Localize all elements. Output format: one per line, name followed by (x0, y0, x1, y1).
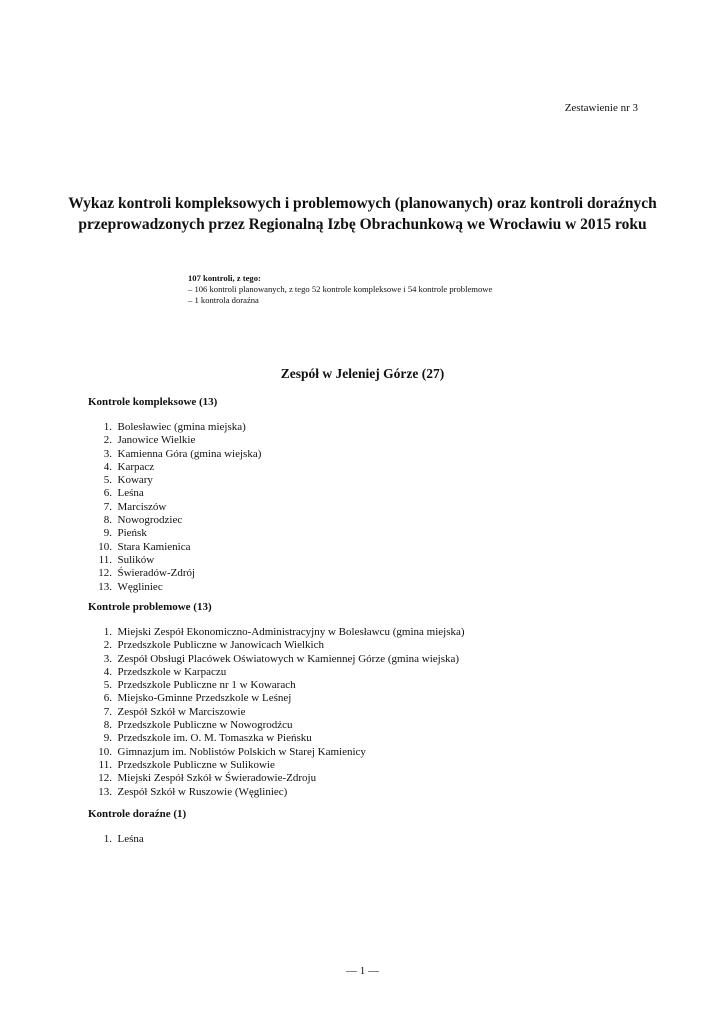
list-item-text: Kamienna Góra (gmina wiejska) (117, 447, 262, 460)
list-item (88, 732, 648, 745)
section-list (88, 626, 648, 799)
summary-block (188, 273, 608, 307)
list-item (88, 514, 648, 527)
list-item-text: Miejski Zespół Szkół w Świeradowie-Zdroju (117, 772, 317, 785)
list-item-number: 9. (103, 527, 112, 540)
section-list (88, 421, 648, 594)
section-list (88, 833, 648, 846)
list-item (88, 474, 648, 487)
list-item-number: 11. (98, 758, 112, 771)
list-item (88, 833, 648, 846)
list-item (88, 759, 648, 772)
list-item-number: 1. (103, 421, 112, 433)
list-item (88, 421, 648, 434)
list-item (88, 706, 648, 719)
list-item (88, 679, 648, 692)
list-item-text: Bolesławiec (gmina miejska) (117, 421, 246, 433)
list-item-text: Przedszkole Publiczne w Janowicach Wielkich (117, 639, 324, 652)
list-item-number: 1. (103, 626, 112, 638)
list-item-number: 13. (98, 785, 112, 798)
title-line-1: Wykaz kontroli kompleksowych i problemowych (planowanych) oraz kontroli doraźnych (68, 195, 657, 212)
list-item-number: 8. (103, 719, 112, 732)
list-item (88, 554, 648, 567)
list-item (88, 567, 648, 580)
list-item-text: Kowary (117, 474, 153, 487)
list-item-text: Miejsko-Gminne Przedszkole w Leśnej (117, 692, 292, 705)
list-item (88, 527, 648, 540)
list-item (88, 692, 648, 705)
list-item (88, 581, 648, 594)
list-item-text: Przedszkole Publiczne w Sulikowie (117, 758, 275, 771)
section-heading: Kontrole kompleksowe (13) (88, 396, 218, 408)
list-item-number: 9. (103, 732, 112, 745)
title-line-2: przeprowadzonych przez Regionalną Izbę Obrachunkową we Wrocławiu w 2015 roku (78, 216, 647, 233)
list-item (88, 448, 648, 461)
list-item-number: 10. (98, 540, 112, 553)
list-item-text: Stara Kamienica (117, 540, 191, 553)
list-item-number: 4. (103, 665, 112, 678)
list-item-text: Pieńsk (117, 527, 147, 540)
list-item (88, 626, 648, 639)
page-number: — 1 — (346, 965, 379, 977)
list-item-text: Zespół Obsługi Placówek Oświatowych w Kamiennej Górze (gmina wiejska) (117, 652, 460, 665)
document-title (60, 193, 665, 235)
section-heading: Kontrole problemowe (13) (88, 601, 212, 613)
list-item-number: 5. (103, 679, 112, 692)
summary-line-adhoc: – 1 kontrola doraźna (188, 295, 259, 306)
list-item (88, 461, 648, 474)
list-item-number: 12. (98, 567, 112, 580)
section-heading: Kontrole doraźne (1) (88, 808, 187, 820)
list-item (88, 746, 648, 759)
summary-line-planned: – 106 kontroli planowanych, z tego 52 kontrole kompleksowe i 54 kontrole problemowe (188, 284, 493, 295)
list-item-text: Nowogrodziec (117, 514, 183, 527)
list-item-number: 6. (103, 692, 112, 705)
list-item-text: Przedszkole Publiczne nr 1 w Kowarach (117, 679, 296, 692)
list-item-text: Sulików (117, 553, 155, 566)
section-comprehensive (88, 396, 648, 594)
list-item-text: Miejski Zespół Ekonomiczno-Administracyjny w Bolesławcu (gmina miejska) (117, 626, 465, 638)
list-item-number: 7. (103, 705, 112, 718)
list-item-text: Zespół Szkół w Marciszowie (117, 705, 246, 718)
list-item-number: 1. (103, 833, 112, 845)
list-item-text: Gimnazjum im. Noblistów Polskich w Starej Kamienicy (117, 745, 366, 758)
list-item (88, 719, 648, 732)
list-item (88, 772, 648, 785)
list-item (88, 541, 648, 554)
list-item-number: 7. (103, 500, 112, 513)
list-item-number: 10. (98, 745, 112, 758)
team-heading: Zespół w Jeleniej Górze (27) (280, 366, 445, 381)
list-item-number: 5. (103, 474, 112, 487)
list-item (88, 501, 648, 514)
list-item-number: 4. (103, 460, 112, 473)
list-item (88, 786, 648, 799)
list-item (88, 639, 648, 652)
list-item (88, 653, 648, 666)
document-reference: Zestawienie nr 3 (564, 102, 638, 114)
list-item-text: Węgliniec (117, 580, 163, 593)
list-item-number: 6. (103, 487, 112, 500)
section-problem (88, 601, 648, 799)
list-item-text: Przedszkole im. O. M. Tomaszka w Pieńsku (117, 732, 312, 745)
list-item-number: 12. (98, 772, 112, 785)
list-item-number: 2. (103, 434, 112, 447)
list-item-text: Marciszów (117, 500, 167, 513)
list-item-text: Leśna (117, 833, 144, 845)
list-item-text: Świeradów-Zdrój (117, 567, 196, 580)
list-item-number: 11. (98, 553, 112, 566)
list-item-text: Karpacz (117, 460, 155, 473)
list-item-text: Przedszkole Publiczne w Nowogrodźcu (117, 719, 293, 732)
list-item-number: 3. (103, 652, 112, 665)
list-item (88, 434, 648, 447)
list-item-text: Leśna (117, 487, 144, 500)
list-item-number: 8. (103, 514, 112, 527)
summary-lead: 107 kontroli, z tego: (188, 273, 261, 283)
list-item-text: Przedszkole w Karpaczu (117, 665, 227, 678)
list-item-text: Zespół Szkół w Ruszowie (Węgliniec) (117, 785, 288, 798)
list-item (88, 666, 648, 679)
list-item (88, 487, 648, 500)
section-adhoc (88, 808, 648, 846)
list-item-number: 13. (98, 580, 112, 593)
list-item-number: 2. (103, 639, 112, 652)
list-item-number: 3. (103, 447, 112, 460)
list-item-text: Janowice Wielkie (117, 434, 196, 447)
